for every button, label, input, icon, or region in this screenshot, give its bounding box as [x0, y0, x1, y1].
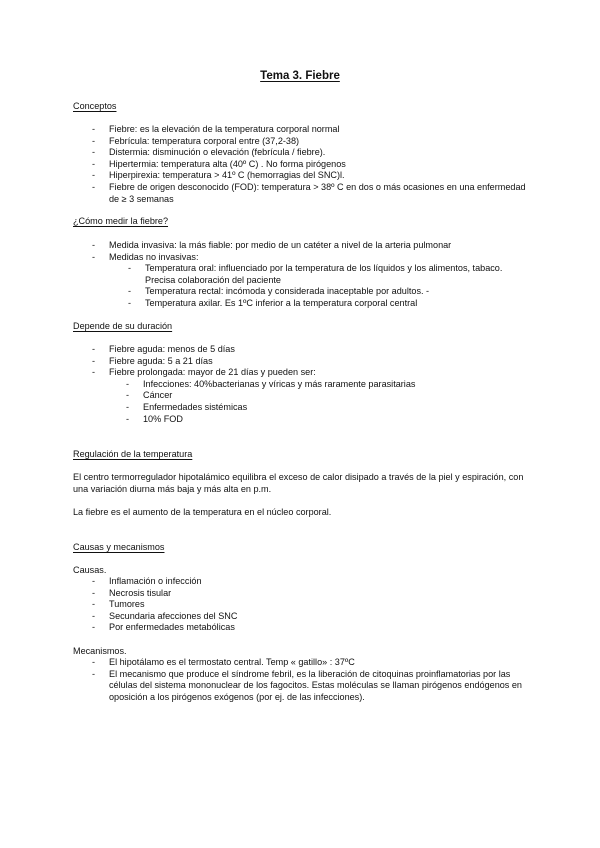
list-item: - Inflamación o infección — [73, 576, 528, 588]
conceptos-list — [73, 124, 528, 205]
list-item — [73, 252, 528, 310]
section-heading-conceptos: Conceptos — [73, 101, 117, 111]
list-item: - Fiebre aguda: menos de 5 días — [73, 344, 528, 356]
list-item: - Tumores — [73, 599, 528, 611]
medir-list-block — [73, 240, 528, 310]
list-item-label: Fiebre prolongada: mayor de 21 días y pueden ser: — [109, 367, 316, 378]
list-item: - Fiebre aguda: 5 a 21 días — [73, 356, 528, 368]
list-item: - Fiebre: es la elevación de la temperatura corporal normal — [73, 124, 528, 136]
regulacion-paragraph-1 — [73, 472, 528, 495]
section-heading-medir: ¿Cómo medir la fiebre? — [73, 216, 169, 226]
list-item: - Hiperpirexia: temperatura > 41º C (hemorragias del SNC)l. — [73, 170, 528, 182]
paragraph: La fiebre es el aumento de la temperatura en el núcleo corporal. — [73, 507, 332, 517]
sublist-item: - Temperatura axilar. Es 1ºC inferior a la temperatura corporal central — [109, 298, 528, 310]
paragraph: El centro termorregulador hipotalámico equilibra el exceso de calor disipado a través de la piel y espiración, con una variación diurna más baja y más alta en p.m. — [73, 472, 524, 494]
sublist-item: - Cáncer — [107, 390, 528, 402]
causas-label: Causas. — [73, 565, 107, 575]
sublist-item: - Temperatura oral: influenciado por la temperatura de los líquidos y los alimentos, tabaco. Precisa colaboración del paciente — [109, 263, 528, 286]
list-item: - El hipotálamo es el termostato central. Temp « gatillo» : 37ºC — [73, 657, 528, 669]
medir-sublist — [109, 263, 528, 309]
sublist-item: - Enfermedades sistémicas — [107, 402, 528, 414]
sublist-item: - 10% FOD — [107, 414, 528, 426]
duracion-list-block — [73, 344, 528, 425]
section-heading-regulacion: Regulación de la temperatura — [73, 449, 193, 459]
list-item-label: Medidas no invasivas: — [109, 251, 199, 262]
list-item: - Necrosis tisular — [73, 588, 528, 600]
duracion-list — [73, 344, 528, 425]
duracion-sublist — [107, 379, 528, 425]
causas-list — [73, 576, 528, 634]
list-item: - Distermia: disminución o elevación (febrícula / fiebre). — [73, 147, 528, 159]
mecanismos-label: Mecanismos. — [73, 646, 127, 656]
conceptos-list-block — [73, 124, 528, 205]
medir-list — [73, 240, 528, 310]
list-item: - El mecanismo que produce el síndrome febril, es la liberación de citoquinas proinflamatorias por las células del sistema mononuclear de los fagocitos. Estas moléculas se llaman pirógenos endógenos en oposición a los pirógenos exógenos (por ej. de las infecciones). — [73, 669, 528, 704]
list-item: - Febrícula: temperatura corporal entre (37,2-38) — [73, 136, 528, 148]
regulacion-paragraph-2 — [73, 507, 528, 519]
list-item — [73, 367, 528, 425]
causas-list-block — [73, 576, 528, 634]
list-item: - Fiebre de origen desconocido (FOD): temperatura > 38º C en dos o más ocasiones en una enfermedad de ≥ 3 semanas — [73, 182, 528, 205]
mecanismos-list-block — [73, 657, 528, 703]
sublist-item: - Infecciones: 40%bacterianas y víricas y más raramente parasitarias — [107, 379, 528, 391]
list-item: - Secundaria afecciones del SNC — [73, 611, 528, 623]
list-item: - Hipertermia: temperatura alta (40º C) . No forma pirógenos — [73, 159, 528, 171]
list-item: - Medida invasiva: la más fiable: por medio de un catéter a nivel de la arteria pulmonar — [73, 240, 528, 252]
mecanismos-list — [73, 657, 528, 703]
sublist-item: - Temperatura rectal: incómoda y considerada inaceptable por adultos. - — [109, 286, 528, 298]
page-title: Tema 3. Fiebre — [260, 70, 340, 82]
list-item: - Por enfermedades metabólicas — [73, 622, 528, 634]
section-heading-duracion: Depende de su duración — [73, 321, 173, 331]
section-heading-causas: Causas y mecanismos — [73, 542, 165, 552]
